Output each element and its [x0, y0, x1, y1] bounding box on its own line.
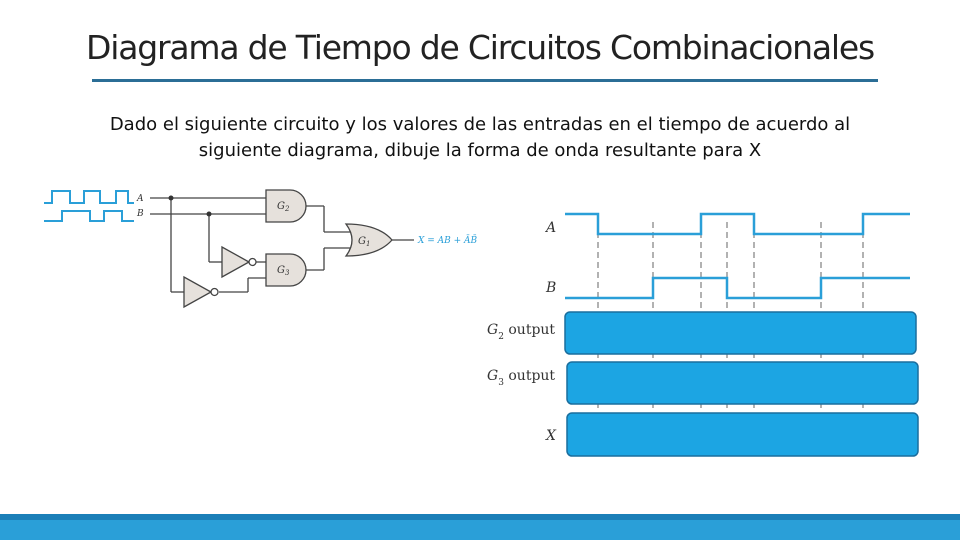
junction-dot-b: [207, 212, 212, 217]
gate-label-g2: $G_2$: [277, 201, 290, 213]
waveform-a: [565, 214, 910, 234]
output-expression: X = AB + ĀB̄: [418, 236, 478, 246]
timing-label-g2: $G_2$ output: [487, 322, 556, 342]
answer-box-g2[interactable]: [565, 312, 916, 354]
answer-box-x[interactable]: [567, 413, 918, 456]
slide-title: Diagrama de Tiempo de Circuitos Combinacionales: [86, 28, 874, 67]
inverter-top-bubble: [249, 259, 256, 266]
waveform-b: [565, 278, 910, 298]
footer-stripe: [0, 514, 960, 520]
instructions-line-2: siguiente diagrama, dibuje la forma de onda resultante para X: [198, 140, 762, 161]
instructions-line-1: Dado el siguiente circuito y los valores de las entradas en el tiempo de acuerdo al: [109, 114, 851, 135]
input-label-b: B: [137, 209, 144, 219]
input-waveform-a: [44, 191, 134, 203]
timing-label-a: A: [546, 220, 557, 236]
answer-box-g3[interactable]: [567, 362, 918, 404]
input-waveforms: [44, 191, 134, 221]
timing-label-x: X: [546, 428, 556, 444]
timing-label-b: B: [546, 280, 557, 296]
gate-label-g3: $G_3$: [277, 265, 290, 277]
input-label-a: A: [137, 194, 144, 204]
footer-bar: [0, 514, 960, 540]
inverter-bottom-bubble: [211, 289, 218, 296]
gate-label-g1: $G_1$: [358, 236, 371, 248]
inverter-bottom: [184, 277, 211, 307]
timing-label-g3: $G_3$ output: [487, 368, 556, 388]
junction-dot-a: [169, 196, 174, 201]
input-waveform-b: [44, 211, 134, 221]
inverter-top: [222, 247, 249, 277]
